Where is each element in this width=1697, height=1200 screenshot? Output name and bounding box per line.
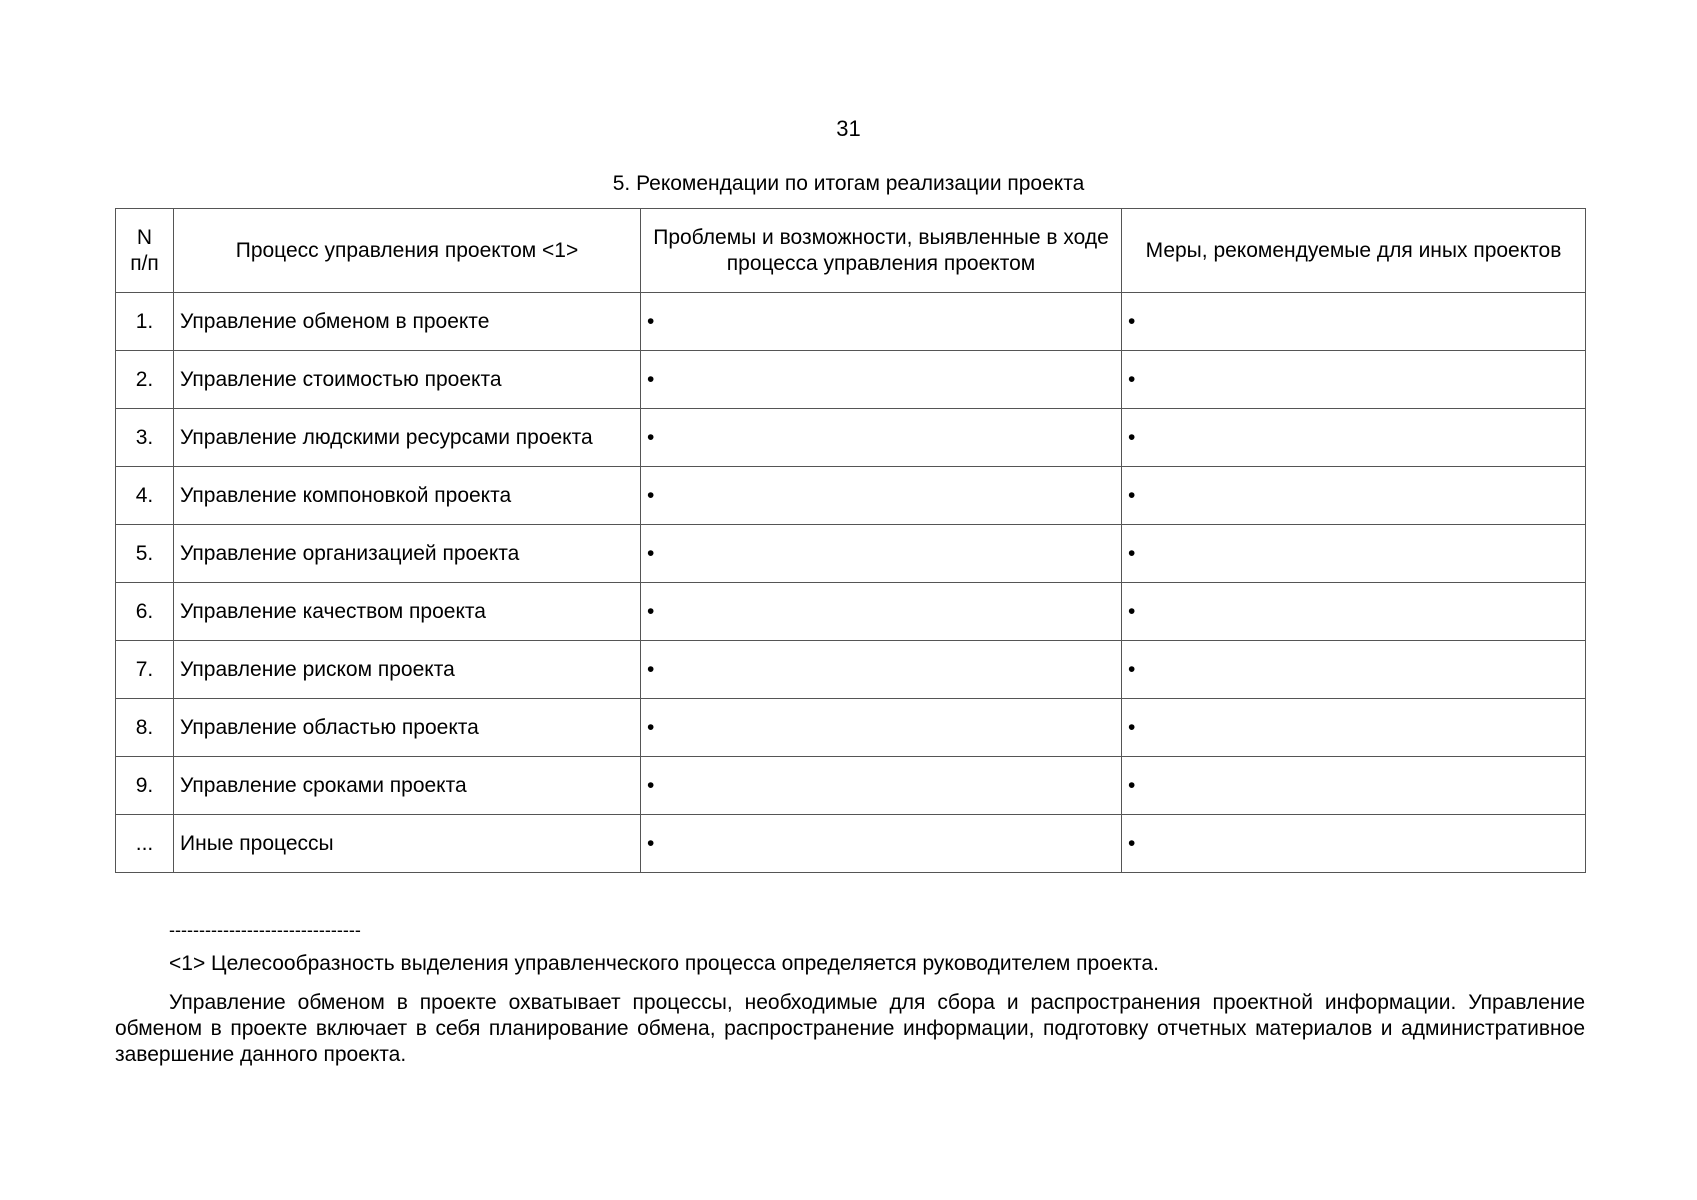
table-row: [116, 351, 1586, 409]
page-number: 31: [836, 116, 861, 141]
row-number: 2.: [116, 351, 174, 409]
row-number: 3.: [116, 409, 174, 467]
row-problems-bullet: •: [641, 757, 1122, 815]
row-measures-bullet: •: [1122, 293, 1586, 351]
row-process: Иные процессы: [174, 815, 641, 873]
table-row: [116, 757, 1586, 815]
row-process: Управление риском проекта: [174, 641, 641, 699]
table-row: [116, 409, 1586, 467]
row-problems-bullet: •: [641, 699, 1122, 757]
row-measures-bullet: •: [1122, 351, 1586, 409]
table-row: [116, 815, 1586, 873]
row-process: Управление организацией проекта: [174, 525, 641, 583]
row-problems-bullet: •: [641, 641, 1122, 699]
row-measures-bullet: •: [1122, 583, 1586, 641]
table-header-row: [116, 209, 1586, 293]
row-process: Управление стоимостью проекта: [174, 351, 641, 409]
row-problems-bullet: •: [641, 467, 1122, 525]
row-number: 4.: [116, 467, 174, 525]
row-problems-bullet: •: [641, 351, 1122, 409]
footnote-separator: --------------------------------: [169, 920, 361, 940]
table-row: [116, 467, 1586, 525]
row-measures-bullet: •: [1122, 409, 1586, 467]
row-measures-bullet: •: [1122, 467, 1586, 525]
footnote: <1> Целесообразность выделения управленческого процесса определяется руководителем проекта.: [169, 952, 1159, 975]
row-problems-bullet: •: [641, 409, 1122, 467]
row-process: Управление обменом в проекте: [174, 293, 641, 351]
row-measures-bullet: •: [1122, 641, 1586, 699]
row-problems-bullet: •: [641, 583, 1122, 641]
table-row: [116, 293, 1586, 351]
row-problems-bullet: •: [641, 815, 1122, 873]
header-process: Процесс управления проектом <1>: [174, 209, 641, 293]
table-body: [116, 293, 1586, 873]
table-row: [116, 699, 1586, 757]
row-measures-bullet: •: [1122, 757, 1586, 815]
header-number: N п/п: [116, 209, 174, 293]
recommendations-table: [115, 208, 1586, 873]
table-row: [116, 525, 1586, 583]
row-number: ...: [116, 815, 174, 873]
row-number: 8.: [116, 699, 174, 757]
row-number: 6.: [116, 583, 174, 641]
row-measures-bullet: •: [1122, 699, 1586, 757]
row-process: Управление областью проекта: [174, 699, 641, 757]
row-number: 1.: [116, 293, 174, 351]
row-process: Управление сроками проекта: [174, 757, 641, 815]
row-number: 5.: [116, 525, 174, 583]
row-process: Управление людскими ресурсами проекта: [174, 409, 641, 467]
body-paragraph: Управление обменом в проекте охватывает процессы, необходимые для сбора и распространения проектной информации. Управление обменом в проекте включает в себя планирование обмена, распространение информации, подготовку отчетных материалов и административное завершение данного проекта.: [115, 991, 1585, 1066]
row-measures-bullet: •: [1122, 525, 1586, 583]
header-problems: Проблемы и возможности, выявленные в ходе процесса управления проектом: [641, 209, 1122, 293]
row-problems-bullet: •: [641, 293, 1122, 351]
table-row: [116, 583, 1586, 641]
row-measures-bullet: •: [1122, 815, 1586, 873]
row-process: Управление качеством проекта: [174, 583, 641, 641]
row-problems-bullet: •: [641, 525, 1122, 583]
header-measures: Меры, рекомендуемые для иных проектов: [1122, 209, 1586, 293]
row-number: 9.: [116, 757, 174, 815]
row-process: Управление компоновкой проекта: [174, 467, 641, 525]
table-row: [116, 641, 1586, 699]
section-title: 5. Рекомендации по итогам реализации проекта: [612, 172, 1085, 195]
row-number: 7.: [116, 641, 174, 699]
